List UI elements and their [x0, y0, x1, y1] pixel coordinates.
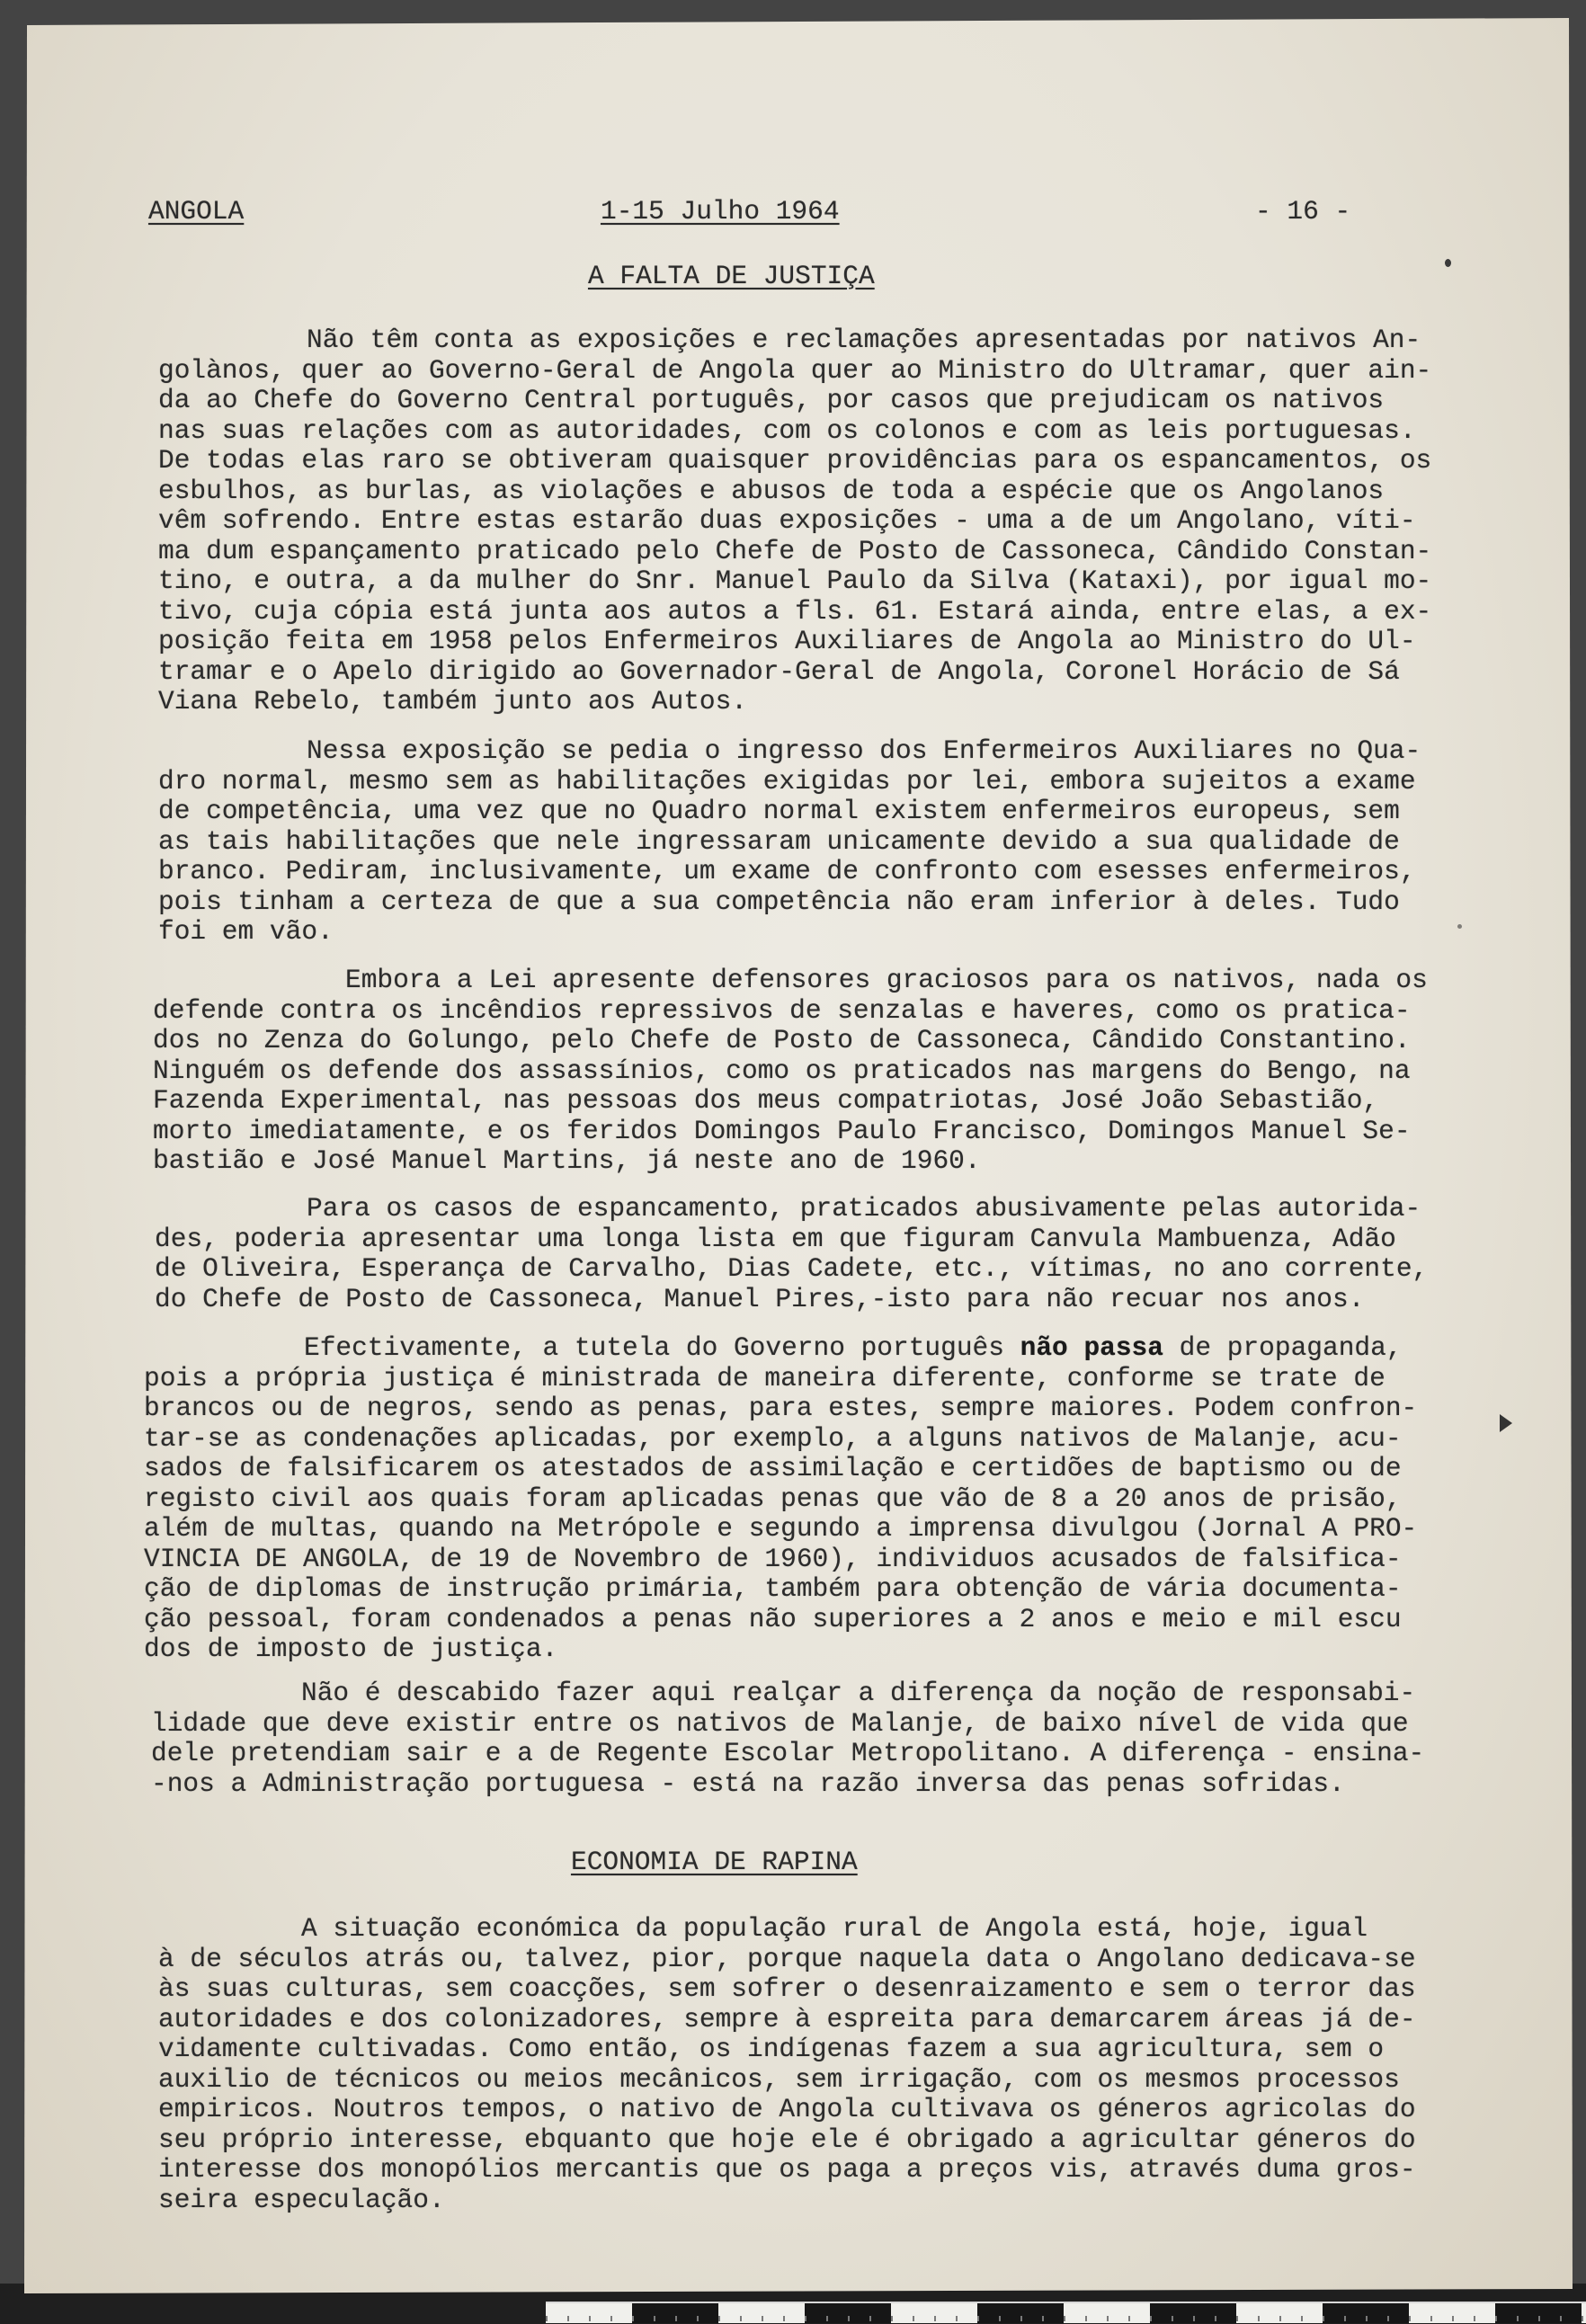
- text-line: [144, 1333, 1417, 1364]
- margin-arrow-mark: [1500, 1414, 1512, 1432]
- header-region: ANGOLA: [148, 196, 245, 227]
- text-line: empiricos. Noutros tempos, o nativo de Angola cultivava os géneros agricolas do: [158, 2094, 1416, 2124]
- text-segment: Efectivamente, a tutela do Governo português: [304, 1332, 1020, 1363]
- text-line: pois tinham a certeza de que a sua competência não eram inferior à deles. Tudo: [158, 886, 1400, 917]
- text-line: as tais habilitações que nele ingressaram unicamente devido a sua qualidade de: [158, 825, 1400, 857]
- text-line: posição feita em 1958 pelos Enfermeiros Auxiliares de Angola ao Ministro do Ul-: [158, 626, 1416, 656]
- text-line: de competência, uma vez que no Quadro normal existem enfermeiros europeus, sem: [158, 796, 1400, 826]
- paragraph: [153, 966, 1428, 1177]
- text-line: ção pessoal, foram condenados a penas não superiores a 2 anos e meio e mil escu: [144, 1603, 1402, 1634]
- paragraph: [155, 1194, 1428, 1314]
- text-line: Não é descabido fazer aqui realçar a diferença da noção de responsabi-: [301, 1678, 1416, 1708]
- text-line: des, poderia apresentar uma longa lista em que figuram Canvula Mambuenza, Adão: [155, 1223, 1396, 1254]
- ink-dot: [1457, 924, 1462, 929]
- paragraph: [158, 325, 1431, 717]
- text-line: De todas elas raro se obtiveram quaisquer providências para os espancamentos, os: [158, 445, 1432, 476]
- text-line: ma dum espançamento praticado pelo Chefe de Posto de Cassoneca, Cândido Constan-: [158, 535, 1432, 566]
- text-line: tar-se as condenações aplicadas, por exemplo, a alguns nativos de Malanje, acu-: [144, 1422, 1402, 1454]
- text-line: tino, e outra, a da mulher do Snr. Manuel Paulo da Silva (Kataxi), por igual mo-: [158, 565, 1432, 596]
- page-number: - 16 -: [1255, 196, 1351, 227]
- text-line: Não têm conta as exposições e reclamações apresentadas por nativos An-: [307, 325, 1421, 355]
- text-line: lidade que deve existir entre os nativos de Malanje, de baixo nível de vida que: [151, 1707, 1409, 1739]
- ink-dot: [1445, 259, 1451, 267]
- text-line: pois a própria justiça é ministrada de maneira diferente, conforme se trate de: [144, 1362, 1386, 1394]
- text-line: auxilio de técnicos ou meios mecânicos, sem irrigação, com os mesmos processos: [158, 2063, 1400, 2095]
- text-line: registo civil aos quais foram aplicadas penas que vão de 8 a 20 anos de prisão,: [144, 1483, 1402, 1514]
- text-line: autoridades e dos colonizadores, sempre à espreita para demarcarem áreas já de-: [158, 2003, 1416, 2035]
- paragraph: [151, 1678, 1424, 1799]
- text-line: do Chefe de Posto de Cassoneca, Manuel Pires,-isto para não recuar nos anos.: [155, 1283, 1365, 1314]
- text-line: ção de diplomas de instrução primária, também para obtenção de vária documenta-: [144, 1573, 1402, 1604]
- text-line: sados de falsificarem os atestados de assimilação e certidões de baptismo ou de: [144, 1453, 1402, 1483]
- paragraph: [158, 1914, 1416, 2215]
- text-line: dro normal, mesmo sem as habilitações exigidas por lei, embora sujeitos a exame: [158, 765, 1416, 797]
- text-line: VINCIA DE ANGOLA, de 19 de Novembro de 1960), individuos acusados de falsifica-: [144, 1543, 1402, 1574]
- text-line: de Oliveira, Esperança de Carvalho, Dias Cadete, etc., vítimas, no ano corrente,: [155, 1253, 1429, 1284]
- text-line: interesse dos monopólios mercantis que os paga a preços vis, através duma gros-: [158, 2154, 1416, 2185]
- text-line: esbulhos, as burlas, as violações e abusos de toda a espécie que os Angolanos: [158, 475, 1385, 506]
- text-line: vêm sofrendo. Entre estas estarão duas exposições - uma a de um Angolano, víti-: [158, 505, 1416, 536]
- text-line: vidamente cultivadas. Como então, os indígenas fazem a sua agricultura, sem o: [158, 2034, 1385, 2064]
- text-line: às suas culturas, sem coacções, sem sofrer o desenraizamento e sem o terror das: [158, 1973, 1416, 2004]
- text-line: Ninguém os defende dos assassínios, como os praticados nas margens do Bengo, na: [153, 1055, 1411, 1086]
- section-title: ECONOMIA DE RAPINA: [571, 1847, 858, 1877]
- paragraph: [158, 736, 1421, 948]
- text-line: bastião e José Manuel Martins, já neste ano de 1960.: [153, 1145, 981, 1176]
- text-line: Fazenda Experimental, nas pessoas dos meus compatriotas, José João Sebastião,: [153, 1085, 1379, 1116]
- text-line: nas suas relações com as autoridades, com os colonos e com as leis portuguesas.: [158, 414, 1416, 446]
- text-line: dele pretendiam sair e a de Regente Escolar Metropolitano. A diferença - ensina-: [151, 1738, 1425, 1768]
- scale-bar-ticks: [546, 2316, 1586, 2321]
- text-line: tramar e o Apelo dirigido ao Governador-Geral de Angola, Coronel Horácio de Sá: [158, 655, 1400, 687]
- text-line: branco. Pediram, inclusivamente, um exame de confronto com esesses enfermeiros,: [158, 856, 1416, 886]
- text-line: seu próprio interesse, ebquanto que hoje ele é obrigado a agricultar géneros do: [158, 2124, 1416, 2155]
- text-line: dos no Zenza do Golungo, pelo Chefe de Posto de Cassoneca, Cândido Constantino.: [153, 1025, 1411, 1055]
- emphasized-text: não passa: [1020, 1332, 1163, 1363]
- section-title: A FALTA DE JUSTIÇA: [588, 261, 875, 291]
- text-line: seira especulação.: [158, 2184, 445, 2215]
- text-line: além de multas, quando na Metrópole e segundo a imprensa divulgou (Jornal A PRO-: [144, 1513, 1418, 1544]
- text-line: morto imediatamente, e os feridos Domingos Paulo Francisco, Domingos Manuel Se-: [153, 1115, 1411, 1146]
- text-line: dos de imposto de justiça.: [144, 1634, 558, 1664]
- text-line: defende contra os incêndios repressivos de senzalas e haveres, como os pratica-: [153, 994, 1411, 1026]
- text-line: Nessa exposição se pedia o ingresso dos Enfermeiros Auxiliares no Qua-: [307, 735, 1421, 766]
- paragraph: [144, 1333, 1417, 1665]
- header-date: 1-15 Julho 1964: [601, 196, 840, 227]
- text-line: foi em vão.: [158, 916, 334, 947]
- text-line: brancos ou de negros, sendo as penas, para estes, sempre maiores. Podem confron-: [144, 1393, 1418, 1423]
- text-segment: de propaganda,: [1163, 1332, 1403, 1363]
- text-line: à de séculos atrás ou, talvez, pior, porque naquela data o Angolano dedicava-se: [158, 1943, 1416, 1974]
- text-line: tivo, cuja cópia está junta aos autos a fls. 61. Estará ainda, entre elas, a ex-: [158, 595, 1432, 627]
- text-line: A situação económica da população rural de Angola está, hoje, igual: [301, 1913, 1368, 1944]
- text-line: Viana Rebelo, também junto aos Autos.: [158, 686, 748, 717]
- text-line: Para os casos de espancamento, praticados abusivamente pelas autorida-: [307, 1193, 1421, 1224]
- text-line: da ao Chefe do Governo Central português, por casos que prejudicam os nativos: [158, 385, 1385, 415]
- text-line: Embora a Lei apresente defensores graciosos para os nativos, nada os: [345, 965, 1428, 995]
- text-line: -nos a Administração portuguesa - está na razão inversa das penas sofridas.: [151, 1767, 1345, 1799]
- text-line: golànos, quer ao Governo-Geral de Angola quer ao Ministro do Ultramar, quer ain-: [158, 354, 1432, 386]
